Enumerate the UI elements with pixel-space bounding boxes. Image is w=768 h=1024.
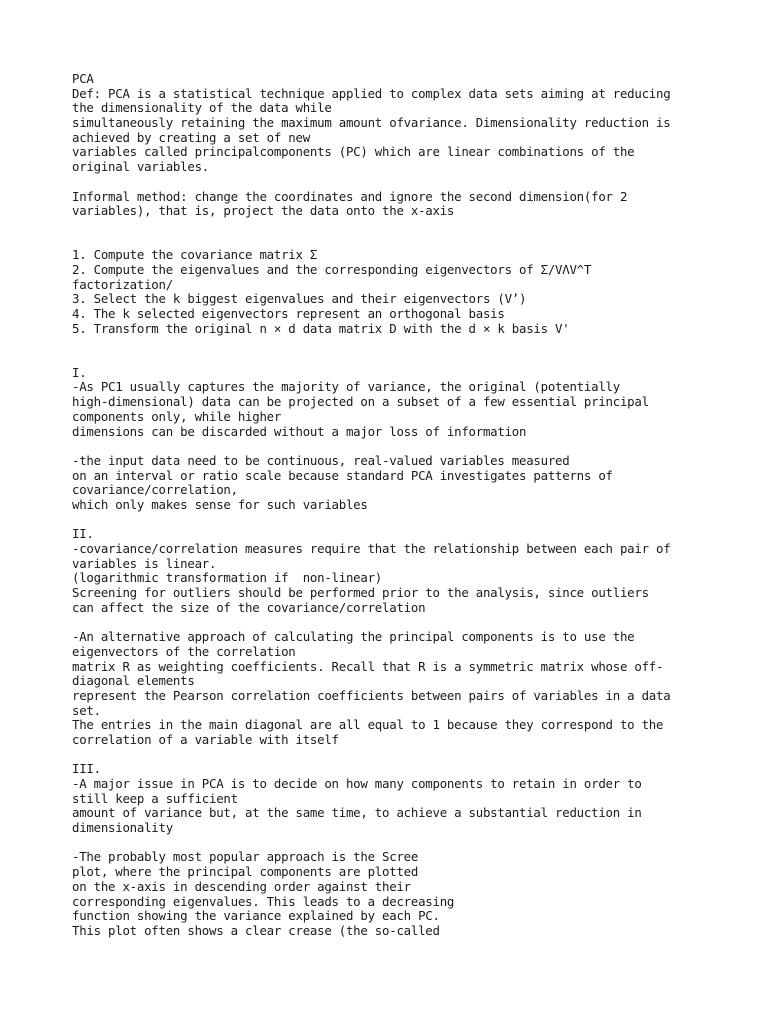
text-line: I. xyxy=(72,364,87,380)
text-line: achieved by creating a set of new xyxy=(72,129,310,145)
text-line: 3. Select the k biggest eigenvalues and their eigenvectors (V’) xyxy=(72,291,527,307)
text-line: which only makes sense for such variables xyxy=(72,496,368,512)
blank-line xyxy=(72,615,712,630)
blank-line xyxy=(72,748,712,763)
blank-line xyxy=(72,836,712,851)
text-line: plot, where the principal components are plotted xyxy=(72,864,419,880)
text-line: variables is linear. xyxy=(72,555,217,571)
text-line: the dimensionality of the data while xyxy=(72,100,332,116)
text-line: on the x-axis in descending order against their xyxy=(72,878,411,894)
text-line: components only, while higher xyxy=(72,408,282,424)
text-line: covariance/correlation, xyxy=(72,482,238,498)
text-line: 2. Compute the eigenvalues and the corresponding eigenvectors of Σ/VΛV^T xyxy=(72,261,592,277)
text-line: variables), that is, project the data onto the x-axis xyxy=(72,203,455,219)
text-line: function showing the variance explained by each PC. xyxy=(72,908,440,924)
text-line: original variables. xyxy=(72,159,209,175)
text-line: simultaneously retaining the maximum amount ofvariance. Dimensionality reduction is xyxy=(72,115,671,131)
blank-line xyxy=(72,175,712,190)
text-line: diagonal elements xyxy=(72,673,195,689)
text-line: -covariance/correlation measures require that the relationship between each pair of xyxy=(72,541,671,556)
text-line: II. xyxy=(72,526,94,542)
text-line: matrix R as weighting coefficients. Recall that R is a symmetric matrix whose off- xyxy=(72,658,664,674)
text-line: -An alternative approach of calculating the principal components is to use the xyxy=(72,629,635,645)
text-line: variables called principalcomponents (PC) which are linear combinations of the xyxy=(72,144,635,160)
blank-line xyxy=(72,219,712,234)
text-line: still keep a sufficient xyxy=(72,790,238,806)
text-line: Def: PCA is a statistical technique applied to complex data sets aiming at reducing xyxy=(72,85,671,101)
text-line: 5. Transform the original n × d data matrix D with the d × k basis V' xyxy=(72,320,570,336)
text-line: -A major issue in PCA is to decide on how many components to retain in order to xyxy=(72,776,642,791)
text-line: set. xyxy=(72,702,101,718)
blank-line xyxy=(72,351,712,366)
text-line: -As PC1 usually captures the majority of variance, the original (potentially xyxy=(72,379,620,395)
blank-line xyxy=(72,439,712,454)
blank-line xyxy=(72,234,712,249)
text-line: (logarithmic transformation if non-linear) xyxy=(72,570,383,586)
blank-line xyxy=(72,513,712,528)
text-line: 1. Compute the covariance matrix Σ xyxy=(72,247,318,263)
text-line: can affect the size of the covariance/correlation xyxy=(72,599,426,615)
text-line: dimensionality xyxy=(72,820,173,836)
text-line: represent the Pearson correlation coefficients between pairs of variables in a data xyxy=(72,687,671,703)
text-line: -the input data need to be continuous, real-valued variables measured xyxy=(72,452,570,468)
text-line: Informal method: change the coordinates and ignore the second dimension(for 2 xyxy=(72,188,628,204)
text-line: 4. The k selected eigenvectors represent an orthogonal basis xyxy=(72,306,505,321)
blank-line xyxy=(72,336,712,351)
text-line: dimensions can be discarded without a major loss of information xyxy=(72,423,527,439)
text-line: III. xyxy=(72,761,101,777)
text-line: -The probably most popular approach is the Scree xyxy=(72,849,419,865)
text-line: This plot often shows a clear crease (the so-called xyxy=(72,922,440,938)
text-line: amount of variance but, at the same time, to achieve a substantial reduction in xyxy=(72,805,642,821)
text-line: eigenvectors of the correlation xyxy=(72,643,296,659)
text-line: on an interval or ratio scale because standard PCA investigates patterns of xyxy=(72,467,613,483)
text-line: high-dimensional) data can be projected on a subset of a few essential principal xyxy=(72,394,649,410)
text-line: factorization/ xyxy=(72,276,173,292)
text-line: Screening for outliers should be performed prior to the analysis, since outliers xyxy=(72,585,649,601)
text-line: correlation of a variable with itself xyxy=(72,731,339,747)
text-line: The entries in the main diagonal are all equal to 1 because they correspond to the xyxy=(72,717,664,733)
text-line: corresponding eigenvalues. This leads to a decreasing xyxy=(72,893,455,909)
document-page xyxy=(72,72,712,939)
text-line: PCA xyxy=(72,71,94,86)
